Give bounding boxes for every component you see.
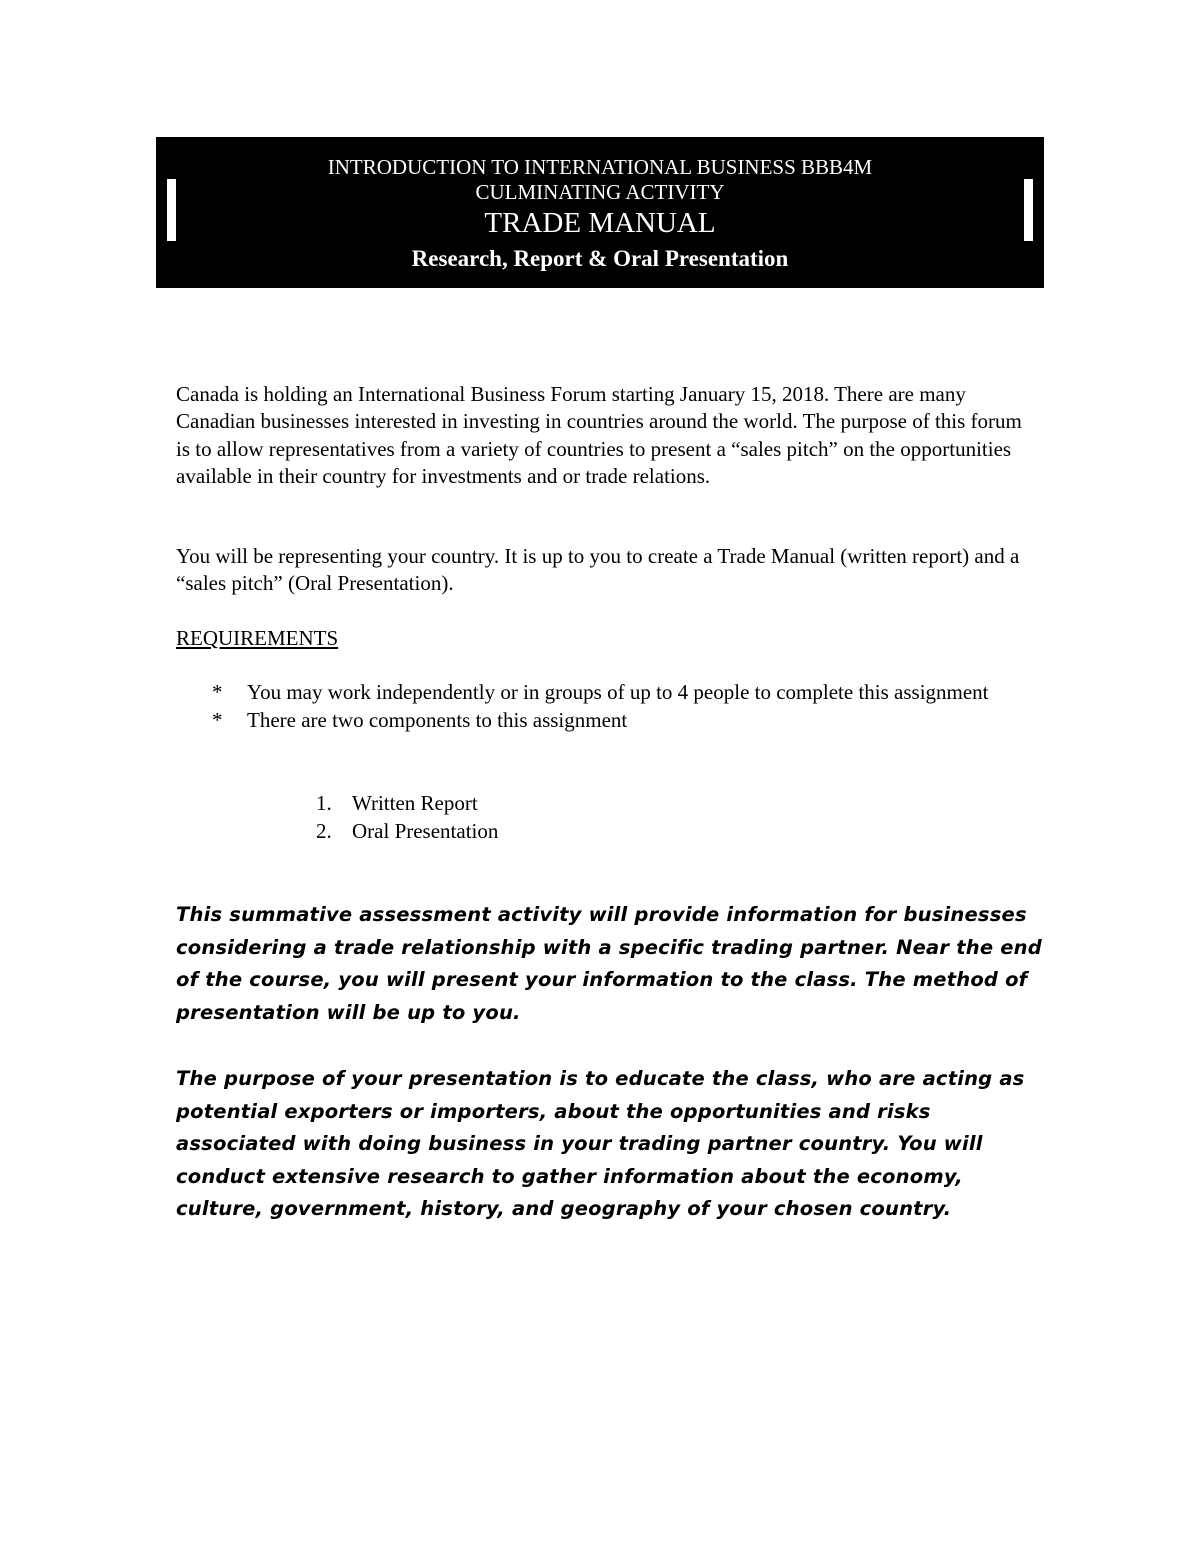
list-item (316, 789, 498, 817)
intro-paragraph-1: Canada is holding an International Business Forum starting January 15, 2018. There are many Canadian businesses interested in investing in countries around the world. The purpose of this forum is to allow representatives from a variety of countries to present a “sales pitch” on the opportunities available in their country for investments and or trade relations. (176, 382, 1022, 488)
item-number: 2. (316, 819, 332, 843)
activity-type: CULMINATING ACTIVITY (475, 180, 725, 204)
component-label: Oral Presentation (352, 819, 499, 843)
item-number: 1. (316, 791, 332, 815)
summary-paragraph-1: This summative assessment activity will provide information for businesses considering a trade relationship with a specific trading partner. Near the end of the course, you will present your information to the class. The method of presentation will be up to you. (176, 903, 1042, 1024)
requirements-list (212, 678, 1032, 734)
course-name: INTRODUCTION TO INTERNATIONAL BUSINESS BBB4M (327, 155, 873, 179)
intro-paragraph-2: You will be representing your country. It is up to you to create a Trade Manual (written report) and a “sales pitch” (Oral Presentation). (176, 544, 1020, 596)
asterisk-bullet: * (212, 680, 223, 704)
list-item (316, 817, 498, 845)
title-banner (156, 137, 1044, 288)
requirement-text: You may work independently or in groups of up to 4 people to complete this assignment (247, 680, 989, 704)
document-subtitle: Research, Report & Oral Presentation (411, 246, 789, 271)
requirement-text: There are two components to this assignment (247, 708, 628, 732)
component-label: Written Report (352, 791, 478, 815)
list-item (212, 706, 1032, 734)
asterisk-bullet: * (212, 708, 223, 732)
list-item (212, 678, 1032, 706)
summary-paragraph-2: The purpose of your presentation is to educate the class, who are acting as potential exporters or importers, about the opportunities and risks associated with doing business in your trading partner country. You will conduct extensive research to gather information about the economy, culture, government, history, and geography of your chosen country. (176, 1067, 1025, 1221)
components-list (316, 789, 498, 845)
requirements-heading: REQUIREMENTS (176, 626, 339, 650)
document-title: TRADE MANUAL (484, 207, 716, 239)
